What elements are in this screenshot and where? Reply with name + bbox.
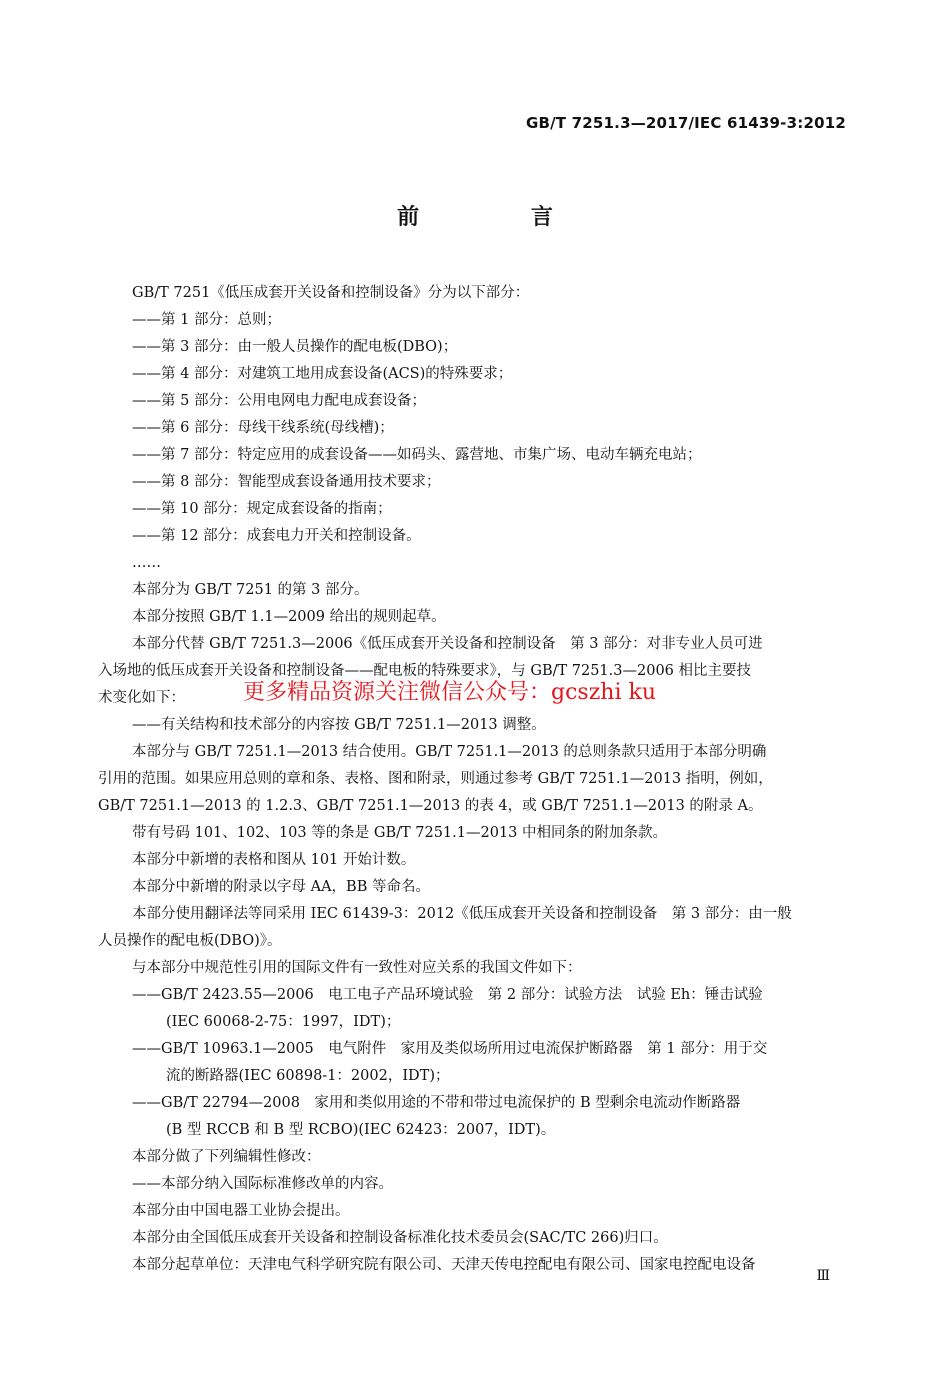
paragraph-line: 本部分中新增的表格和图从 101 开始计数。	[132, 852, 416, 868]
paragraph-line: 带有号码 101、102、103 等的条是 GB/T 7251.1—2013 中相同条的附加条款。	[132, 825, 668, 841]
list-item: ——GB/T 22794—2008 家用和类似用途的不带和带过电流保护的 B 型剩余电流动作断路器	[132, 1095, 741, 1111]
list-item: ——本部分纳入国际标准修改单的内容。	[132, 1176, 393, 1192]
paragraph-line: 本部分代替 GB/T 7251.3—2006《低压成套开关设备和控制设备 第 3 部分：对非专业人员可进	[132, 636, 763, 652]
list-item: ——有关结构和技术部分的内容按 GB/T 7251.1—2013 调整。	[132, 717, 546, 733]
paragraph-line: 人员操作的配电板(DBO)》。	[98, 933, 282, 949]
paragraph-line: 本部分由中国电器工业协会提出。	[132, 1203, 350, 1219]
paragraph-line: 本部分为 GB/T 7251 的第 3 部分。	[132, 582, 369, 598]
paragraph-line: 本部分做了下列编辑性修改：	[132, 1149, 321, 1165]
list-item-continuation: (IEC 60068-2-75：1997，IDT)；	[166, 1014, 401, 1030]
list-item: ——第 12 部分：成套电力开关和控制设备。	[132, 528, 421, 544]
list-item: ——第 6 部分：母线干线系统(母线槽)；	[132, 420, 394, 436]
list-item-continuation: 流的断路器(IEC 60898-1：2002，IDT)；	[166, 1068, 450, 1084]
paragraph-line: 本部分由全国低压成套开关设备和控制设备标准化技术委员会(SAC/TC 266)归口。	[132, 1230, 668, 1246]
ellipsis: ……	[132, 555, 161, 571]
list-item: ——第 4 部分：对建筑工地用成套设备(ACS)的特殊要求；	[132, 366, 513, 382]
document-body	[98, 280, 848, 1279]
page-title: 前 言	[397, 205, 605, 230]
paragraph-line: 术变化如下：	[98, 690, 185, 706]
list-item: ——第 10 部分：规定成套设备的指南；	[132, 501, 392, 517]
list-item: ——第 1 部分：总则；	[132, 312, 281, 328]
watermark-line	[98, 680, 848, 712]
standard-code: GB/T 7251.3—2017/IEC 61439-3:2012	[525, 114, 846, 132]
paragraph-line: 本部分按照 GB/T 1.1—2009 给出的规则起草。	[132, 609, 446, 625]
paragraph-line: 本部分使用翻译法等同采用 IEC 61439-3：2012《低压成套开关设备和控制设备 第 3 部分：由一般	[132, 906, 792, 922]
paragraph-line: 本部分起草单位：天津电气科学研究院有限公司、天津天传电控配电有限公司、国家电控配电设备	[132, 1257, 756, 1273]
watermark-text: 更多精品资源关注微信公众号：gcszhi ku	[243, 680, 656, 705]
page-number: Ⅲ	[816, 1268, 830, 1284]
list-item-continuation: (B 型 RCCB 和 B 型 RCBO)(IEC 62423：2007，IDT)。	[166, 1122, 556, 1138]
paragraph-line: 入场地的低压成套开关设备和控制设备——配电板的特殊要求》，与 GB/T 7251.3—2006 相比主要技	[98, 663, 752, 679]
list-item: ——GB/T 10963.1—2005 电气附件 家用及类似场所用过电流保护断路器 第 1 部分：用于交	[132, 1041, 768, 1057]
list-item: ——第 8 部分：智能型成套设备通用技术要求；	[132, 474, 441, 490]
list-item: ——第 3 部分：由一般人员操作的配电板(DBO)；	[132, 339, 458, 355]
paragraph-line: 引用的范围。如果应用总则的章和条、表格、图和附录，则通过参考 GB/T 7251.1—2013 指明，例如，	[98, 771, 773, 787]
list-item: ——第 7 部分：特定应用的成套设备——如码头、露营地、市集广场、电动车辆充电站；	[132, 447, 702, 463]
paragraph-line: 与本部分中规范性引用的国际文件有一致性对应关系的我国文件如下：	[132, 960, 582, 976]
list-item: ——第 5 部分：公用电网电力配电成套设备；	[132, 393, 426, 409]
paragraph-line: 本部分与 GB/T 7251.1—2013 结合使用。GB/T 7251.1—2013 的总则条款只适用于本部分明确	[132, 744, 767, 760]
list-item: ——GB/T 2423.55—2006 电工电子产品环境试验 第 2 部分：试验方法 试验 Eh：锤击试验	[132, 987, 763, 1003]
paragraph-line: GB/T 7251《低压成套开关设备和控制设备》分为以下部分：	[132, 285, 530, 301]
paragraph-line: 本部分中新增的附录以字母 AA，BB 等命名。	[132, 879, 430, 895]
paragraph-line: GB/T 7251.1—2013 的 1.2.3、GB/T 7251.1—2013 的表 4，或 GB/T 7251.1—2013 的附录 A。	[98, 798, 763, 814]
